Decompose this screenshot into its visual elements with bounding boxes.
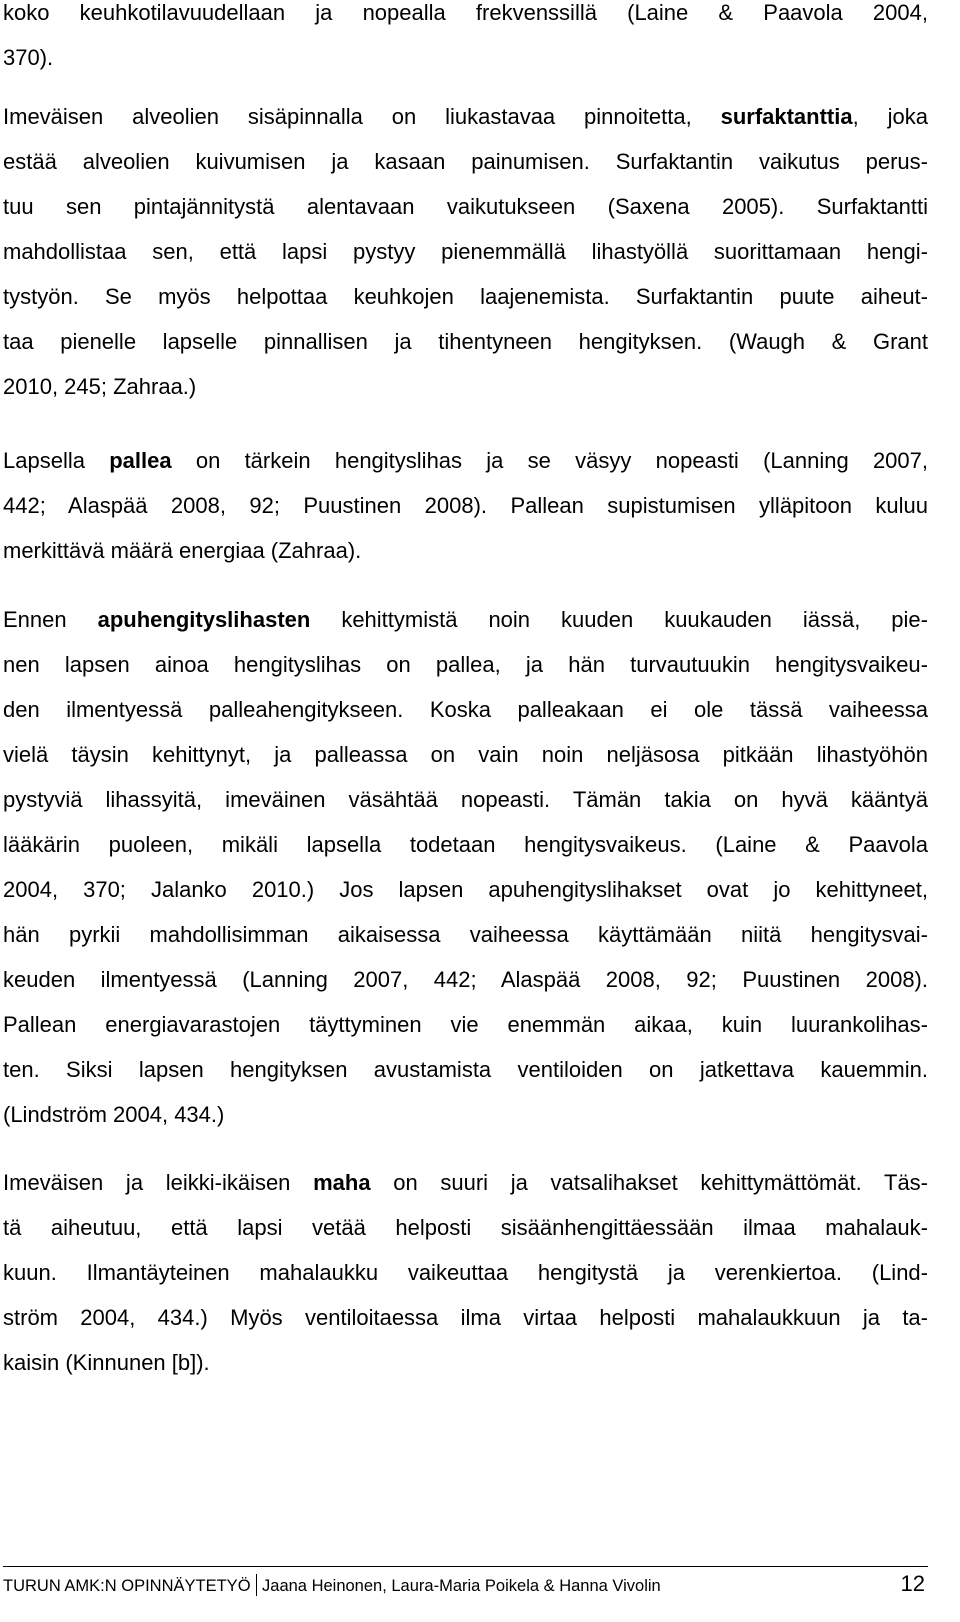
- text-run: vielä täysin kehittynyt, ja palleassa on vain noin neljäsosa pitkään lihastyöhön: [3, 742, 928, 767]
- footer-separator: [256, 1574, 258, 1596]
- text-run: pystyviä lihassyitä, imeväinen väsähtää nopeasti. Tämän takia on hyvä kääntyä: [3, 787, 928, 812]
- text-line: [3, 957, 928, 1002]
- text-line: [3, 139, 928, 184]
- paragraph: [3, 597, 928, 1137]
- text-line: [3, 1250, 928, 1295]
- text-line: [3, 184, 928, 229]
- text-run: Ennen: [3, 607, 98, 632]
- text-line: [3, 94, 928, 139]
- text-line: [3, 528, 928, 573]
- text-line: [3, 867, 928, 912]
- text-run: Imeväisen alveolien sisäpinnalla on liukastavaa pinnoitetta,: [3, 104, 721, 129]
- text-run: ström 2004, 434.) Myös ventiloitaessa ilma virtaa helposti mahalaukkuun ja ta-: [3, 1305, 928, 1330]
- text-line: [3, 438, 928, 483]
- bold-term: maha: [313, 1170, 371, 1195]
- text-run: tä aiheutuu, että lapsi vetää helposti sisäänhengittäessään ilmaa mahalauk-: [3, 1215, 928, 1240]
- text-line: [3, 642, 928, 687]
- text-run: 2010, 245; Zahraa.): [3, 374, 197, 399]
- text-run: tuu sen pintajännitystä alentavaan vaikutukseen (Saxena 2005). Surfaktantti: [3, 194, 928, 219]
- text-run: (Lindström 2004, 434.): [3, 1102, 225, 1127]
- text-line: [3, 1295, 928, 1340]
- text-run: , joka: [852, 104, 928, 129]
- text-line: [3, 1340, 928, 1385]
- text-run: Pallean energiavarastojen täyttyminen vie enemmän aikaa, kuin luurankolihas-: [3, 1012, 928, 1037]
- page-footer: [3, 1566, 928, 1601]
- text-line: [3, 364, 928, 409]
- text-run: 2004, 370; Jalanko 2010.) Jos lapsen apuhengityslihakset ovat jo kehittyneet,: [3, 877, 928, 902]
- text-run: nen lapsen ainoa hengityslihas on pallea, ja hän turvautuukin hengitysvaikeu-: [3, 652, 928, 677]
- bold-term: apuhengityslihasten: [97, 607, 311, 632]
- text-run: Imeväisen ja leikki-ikäisen: [3, 1170, 314, 1195]
- text-run: kehittymistä noin kuuden kuukauden iässä, pie-: [310, 607, 928, 632]
- text-run: 370).: [3, 45, 54, 70]
- paragraph: [3, 1160, 928, 1385]
- footer-school: TURUN AMK:N OPINNÄYTETYÖ: [3, 1577, 251, 1595]
- text-line: [3, 229, 928, 274]
- text-run: ten. Siksi lapsen hengityksen avustamista ventiloiden on jatkettava kauemmin.: [3, 1057, 928, 1082]
- text-line: [3, 777, 928, 822]
- text-run: taa pienelle lapselle pinnallisen ja tihentyneen hengityksen. (Waugh & Grant: [3, 329, 928, 354]
- text-run: koko keuhkotilavuudellaan ja nopealla frekvenssillä (Laine & Paavola 2004,: [3, 0, 928, 25]
- text-line: [3, 912, 928, 957]
- text-run: on tärkein hengityslihas ja se väsyy nopeasti (Lanning 2007,: [171, 448, 928, 473]
- text-run: lääkärin puoleen, mikäli lapsella todetaan hengitysvaikeus. (Laine & Paavola: [3, 832, 928, 857]
- text-run: Lapsella: [3, 448, 110, 473]
- footer-authors: Jaana Heinonen, Laura-Maria Poikela & Hanna Vivolin: [262, 1577, 661, 1595]
- text-line: [3, 822, 928, 867]
- text-run: kaisin (Kinnunen [b]).: [3, 1350, 210, 1375]
- text-run: estää alveolien kuivumisen ja kasaan painumisen. Surfaktantin vaikutus perus-: [3, 149, 928, 174]
- paragraph: [3, 94, 928, 409]
- text-line: [3, 35, 928, 80]
- text-line: [3, 1047, 928, 1092]
- text-run: 442; Alaspää 2008, 92; Puustinen 2008). Pallean supistumisen ylläpitoon kuluu: [3, 493, 928, 518]
- bold-term: surfaktanttia: [720, 104, 853, 129]
- text-run: tystyön. Se myös helpottaa keuhkojen laajenemista. Surfaktantin puute aiheut-: [3, 284, 928, 309]
- text-line: [3, 0, 928, 35]
- text-line: [3, 319, 928, 364]
- text-run: mahdollistaa sen, että lapsi pystyy pienemmällä lihastyöllä suorittamaan hengi-: [3, 239, 928, 264]
- text-run: den ilmentyessä palleahengitykseen. Koska palleakaan ei ole tässä vaiheessa: [3, 697, 928, 722]
- text-line: [3, 732, 928, 777]
- footer-credits: [3, 1573, 661, 1599]
- text-run: merkittävä määrä energiaa (Zahraa).: [3, 538, 362, 563]
- text-line: [3, 483, 928, 528]
- paragraph: [3, 438, 928, 573]
- text-line: [3, 1002, 928, 1047]
- text-line: [3, 274, 928, 319]
- text-line: [3, 597, 928, 642]
- text-run: on suuri ja vatsalihakset kehittymättömät. Täs-: [370, 1170, 928, 1195]
- text-line: [3, 1092, 928, 1137]
- paragraph: [3, 0, 928, 80]
- text-run: keuden ilmentyessä (Lanning 2007, 442; Alaspää 2008, 92; Puustinen 2008).: [3, 967, 928, 992]
- text-line: [3, 1160, 928, 1205]
- text-run: hän pyrkii mahdollisimman aikaisessa vaiheessa käyttämään niitä hengitysvai-: [3, 922, 928, 947]
- text-line: [3, 1205, 928, 1250]
- text-line: [3, 687, 928, 732]
- text-run: kuun. Ilmantäyteinen mahalaukku vaikeuttaa hengitystä ja verenkiertoa. (Lind-: [3, 1260, 928, 1285]
- page-number: 12: [900, 1571, 925, 1596]
- bold-term: pallea: [109, 448, 172, 473]
